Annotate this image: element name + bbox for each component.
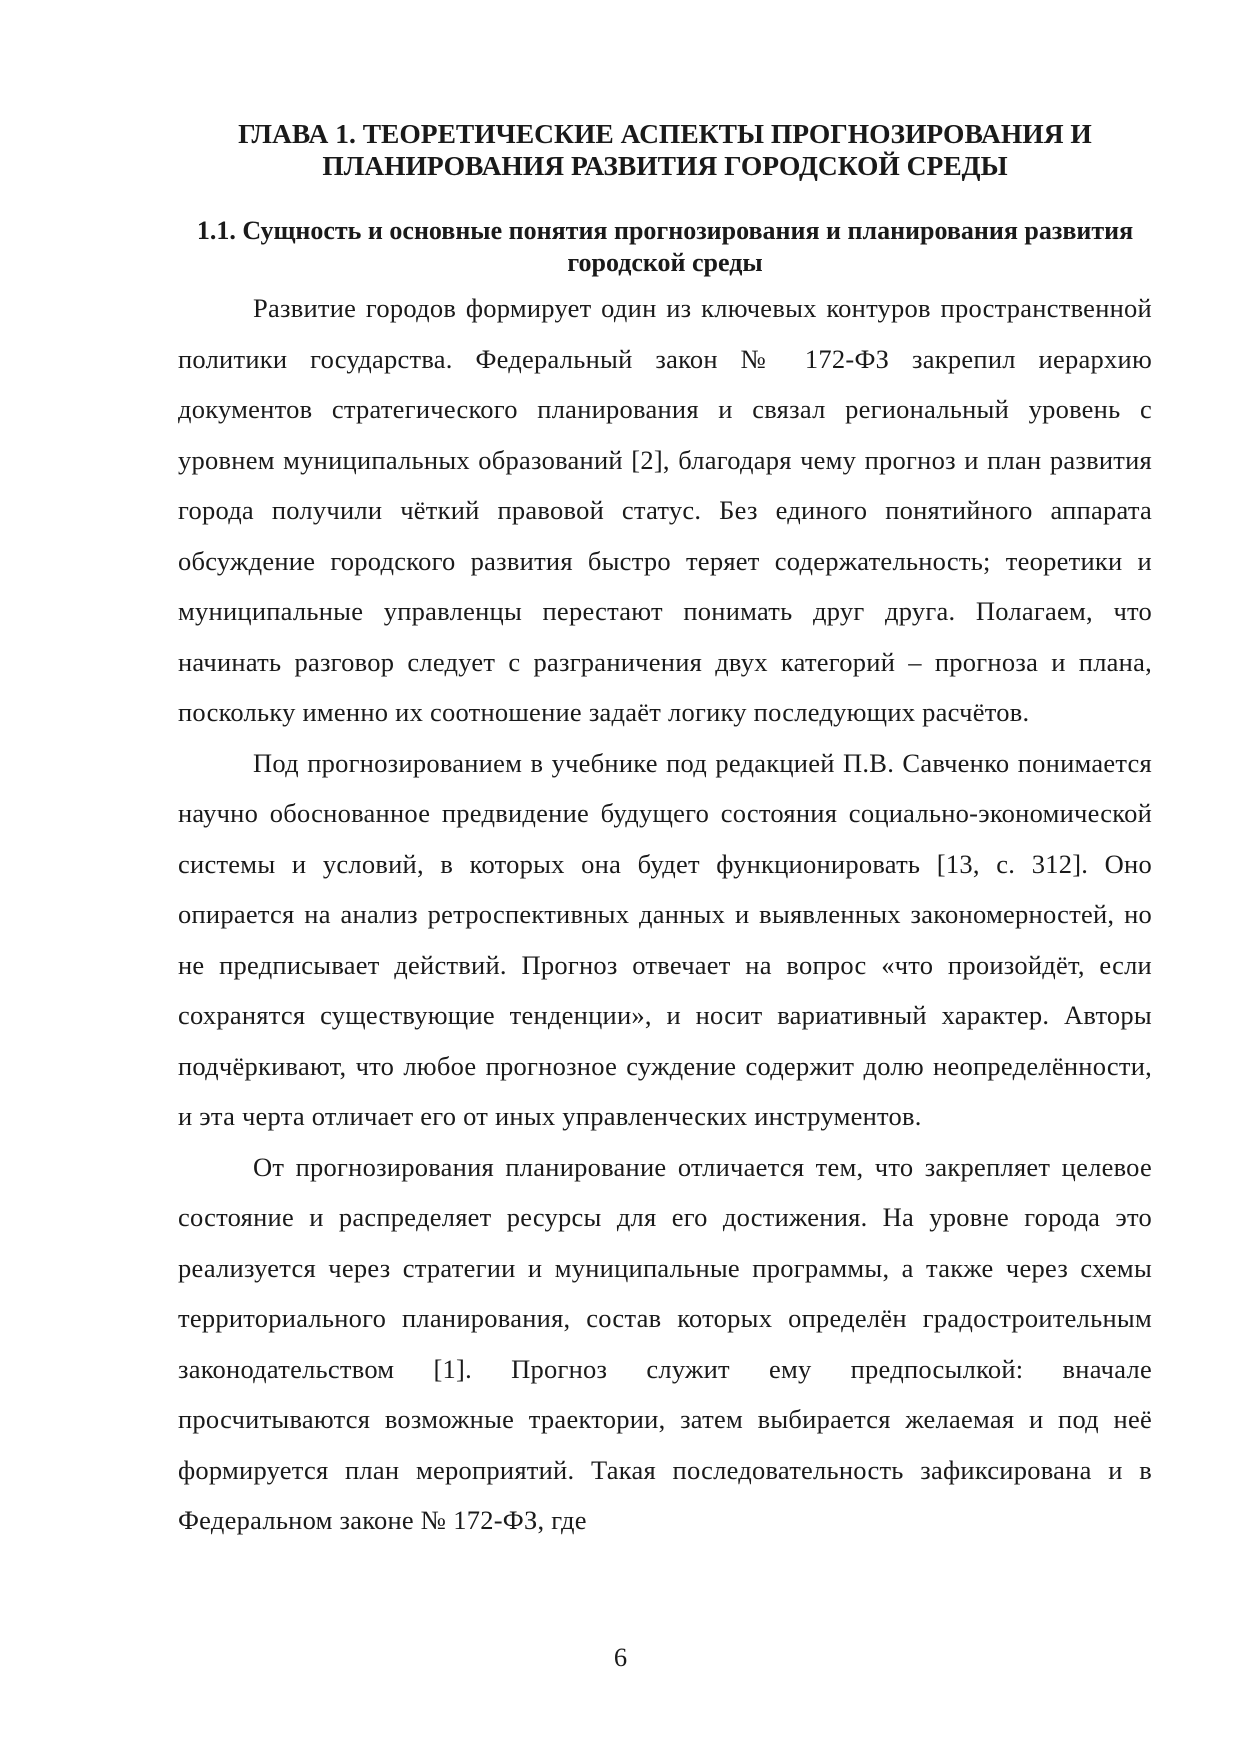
document-page	[178, 118, 1152, 1546]
paragraph-3: От прогнозирования планирование отличается тем, что закрепляет целевое состояние и распределяет ресурсы для его достижения. На уровне города это реализуется через стратегии и муниципальные программы, а также через схемы территориального планирования, состав которых определён градостроительным законодательством [1]. Прогноз служит ему предпосылкой: вначале просчитываются возможные траектории, затем выбирается желаемая и под неё формируется план мероприятий. Такая последовательность зафиксирована и в Федеральном законе № 172-ФЗ, где	[178, 1151, 1152, 1535]
page-number: 6	[613, 1642, 628, 1672]
paragraph-2: Под прогнозированием в учебнике под редакцией П.В. Савченко понимается научно обоснованное предвидение будущего состояния социально-экономической системы и условий, в которых она будет функционировать [13, с. 312]. Оно опирается на анализ ретроспективных данных и выявленных закономерностей, но не предписывает действий. Прогноз отвечает на вопрос «что произойдёт, если сохранятся существующие тенденции», и носит вариативный характер. Авторы подчёркивают, что любое прогнозное суждение содержит долю неопределённости, и эта черта отличает его от иных управленческих инструментов.	[178, 747, 1152, 1131]
body-text	[178, 283, 1152, 1546]
chapter-title: ГЛАВА 1. ТЕОРЕТИЧЕСКИЕ АСПЕКТЫ ПРОГНОЗИРОВАНИЯ И ПЛАНИРОВАНИЯ РАЗВИТИЯ ГОРОДСКОЙ СРЕДЫ	[238, 118, 1092, 181]
section-title: 1.1. Сущность и основные понятия прогнозирования и планирования развития городской среды	[196, 216, 1134, 277]
paragraph-1: Развитие городов формирует один из ключевых контуров пространственной политики государства. Федеральный закон № 172-ФЗ закрепил иерархию документов стратегического планирования и связал региональный уровень с уровнем муниципальных образований [2], благодаря чему прогноз и план развития города получили чёткий правовой статус. Без единого понятийного аппарата обсуждение городского развития быстро теряет содержательность; теоретики и муниципальные управленцы перестают понимать друг друга. Полагаем, что начинать разговор следует с разграничения двух категорий – прогноза и плана, поскольку именно их соотношение задаёт логику последующих расчётов.	[178, 293, 1152, 727]
